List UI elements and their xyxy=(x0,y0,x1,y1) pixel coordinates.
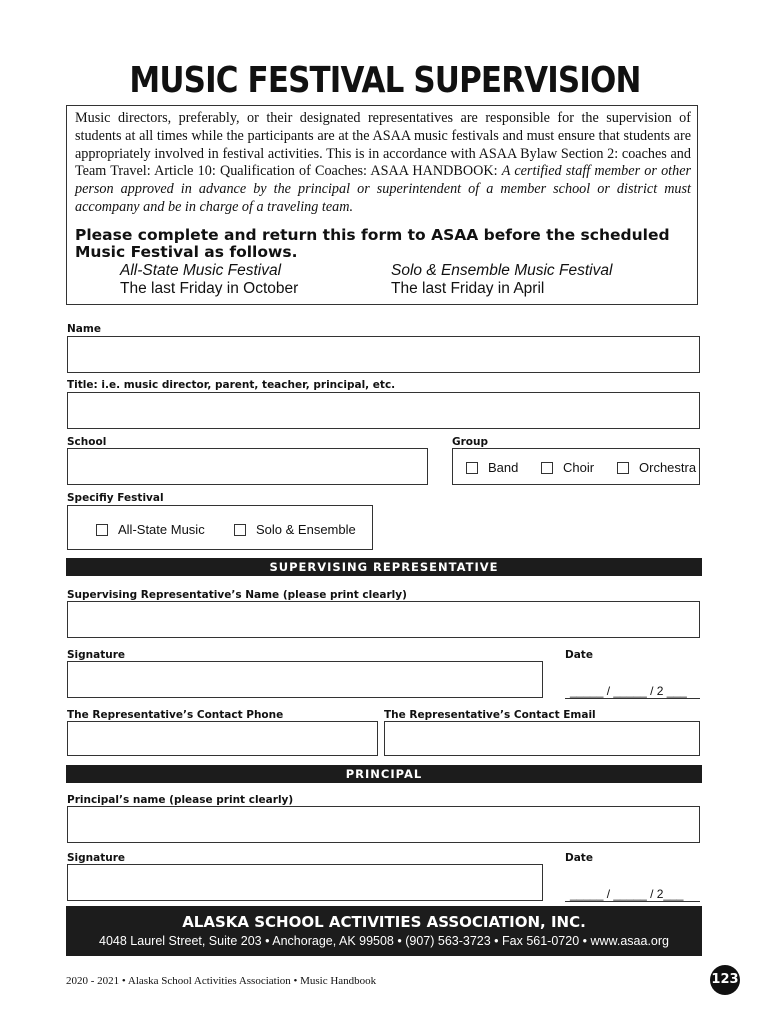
principal-signature-field[interactable] xyxy=(67,864,543,901)
intro-box xyxy=(66,105,698,305)
festival-option-allstate[interactable] xyxy=(96,522,205,537)
page-title: MUSIC FESTIVAL SUPERVISION xyxy=(129,60,641,101)
supervising-name-field[interactable] xyxy=(67,601,700,638)
supervising-signature-label: Signature xyxy=(67,649,126,661)
supervising-signature-field[interactable] xyxy=(67,661,543,698)
group-option-choir[interactable] xyxy=(541,460,594,475)
festival-solo-ensemble xyxy=(391,262,612,298)
title-label: Title: i.e. music director, parent, teacher, principal, etc. xyxy=(67,379,396,391)
intro-italic-text: A certified staff member or other person approved in advance by the principal or superintendent of a member school or district must accompany and be in charge of a traveling team. xyxy=(75,163,692,215)
principal-signature-label: Signature xyxy=(67,852,126,864)
date-underline xyxy=(565,698,700,699)
principal-name-label: Principal’s name (please print clearly) xyxy=(67,794,294,806)
school-field[interactable] xyxy=(67,448,428,485)
checkbox[interactable] xyxy=(541,462,553,474)
instruction-text: Please complete and return this form to ASAA before the scheduled Music Festival as follows. xyxy=(75,226,670,261)
org-address: 4048 Laurel Street, Suite 203 • Anchorage, AK 99508 • (907) 563-3723 • Fax 561-0720 • www.asaa.org xyxy=(99,934,669,948)
principal-name-field[interactable] xyxy=(67,806,700,843)
option-label: Solo & Ensemble xyxy=(256,522,356,537)
org-name: ALASKA SCHOOL ACTIVITIES ASSOCIATION, INC. xyxy=(182,913,586,931)
option-label: All-State Music xyxy=(118,522,205,537)
title-field[interactable] xyxy=(67,392,700,429)
festival-deadline: The last Friday in October xyxy=(120,280,299,297)
group-label: Group xyxy=(452,436,489,448)
festival-name: All-State Music Festival xyxy=(120,262,282,279)
phone-field[interactable] xyxy=(67,721,378,756)
festival-option-solo-ensemble[interactable] xyxy=(234,522,356,537)
group-box xyxy=(452,448,700,485)
page-footer: 2020 - 2021 • Alaska School Activities Association • Music Handbook xyxy=(66,975,377,987)
phone-label: The Representative’s Contact Phone xyxy=(67,709,284,721)
festival-allstate xyxy=(120,262,298,298)
option-label: Choir xyxy=(563,460,595,475)
checkbox[interactable] xyxy=(234,524,246,536)
principal-date-label: Date xyxy=(565,852,593,864)
supervising-name-label: Supervising Representative’s Name (please print clearly) xyxy=(67,589,407,601)
page-number: 123 xyxy=(710,965,740,995)
date-underline xyxy=(565,901,700,902)
group-option-orchestra[interactable] xyxy=(617,460,696,475)
email-field[interactable] xyxy=(384,721,700,756)
option-label: Band xyxy=(488,460,519,475)
checkbox[interactable] xyxy=(617,462,629,474)
org-footer xyxy=(66,906,702,956)
principal-date-field[interactable]: _____ / _____ / 2___ xyxy=(570,887,684,901)
group-option-band[interactable] xyxy=(466,460,518,475)
school-label: School xyxy=(67,436,107,448)
name-field[interactable] xyxy=(67,336,700,373)
intro-text: Music directors, preferably, or their designated representatives are responsible for the supervision of students at all times while the participants are at the ASAA music festivals and must ensure that students are appropriately involved in festival activities. This is in accordance with ASAA Bylaw Section 2: coaches and Team Travel: Article 10: Qualification of Coaches: ASAA HANDBOOK: xyxy=(75,110,691,180)
name-label: Name xyxy=(67,323,101,335)
festival-label: Specifiy Festival xyxy=(67,492,164,504)
festival-name: Solo & Ensemble Music Festival xyxy=(391,262,613,279)
checkbox[interactable] xyxy=(466,462,478,474)
supervising-date-label: Date xyxy=(565,649,593,661)
supervising-date-field[interactable]: _____ / _____ / 2 ___ xyxy=(570,684,687,698)
festival-deadline: The last Friday in April xyxy=(391,280,545,297)
festival-box xyxy=(67,505,373,550)
principal-header: PRINCIPAL xyxy=(66,765,702,783)
intro-paragraph xyxy=(75,110,691,217)
email-label: The Representative’s Contact Email xyxy=(384,709,596,721)
option-label: Orchestra xyxy=(639,460,697,475)
checkbox[interactable] xyxy=(96,524,108,536)
supervising-header: SUPERVISING REPRESENTATIVE xyxy=(66,558,702,576)
